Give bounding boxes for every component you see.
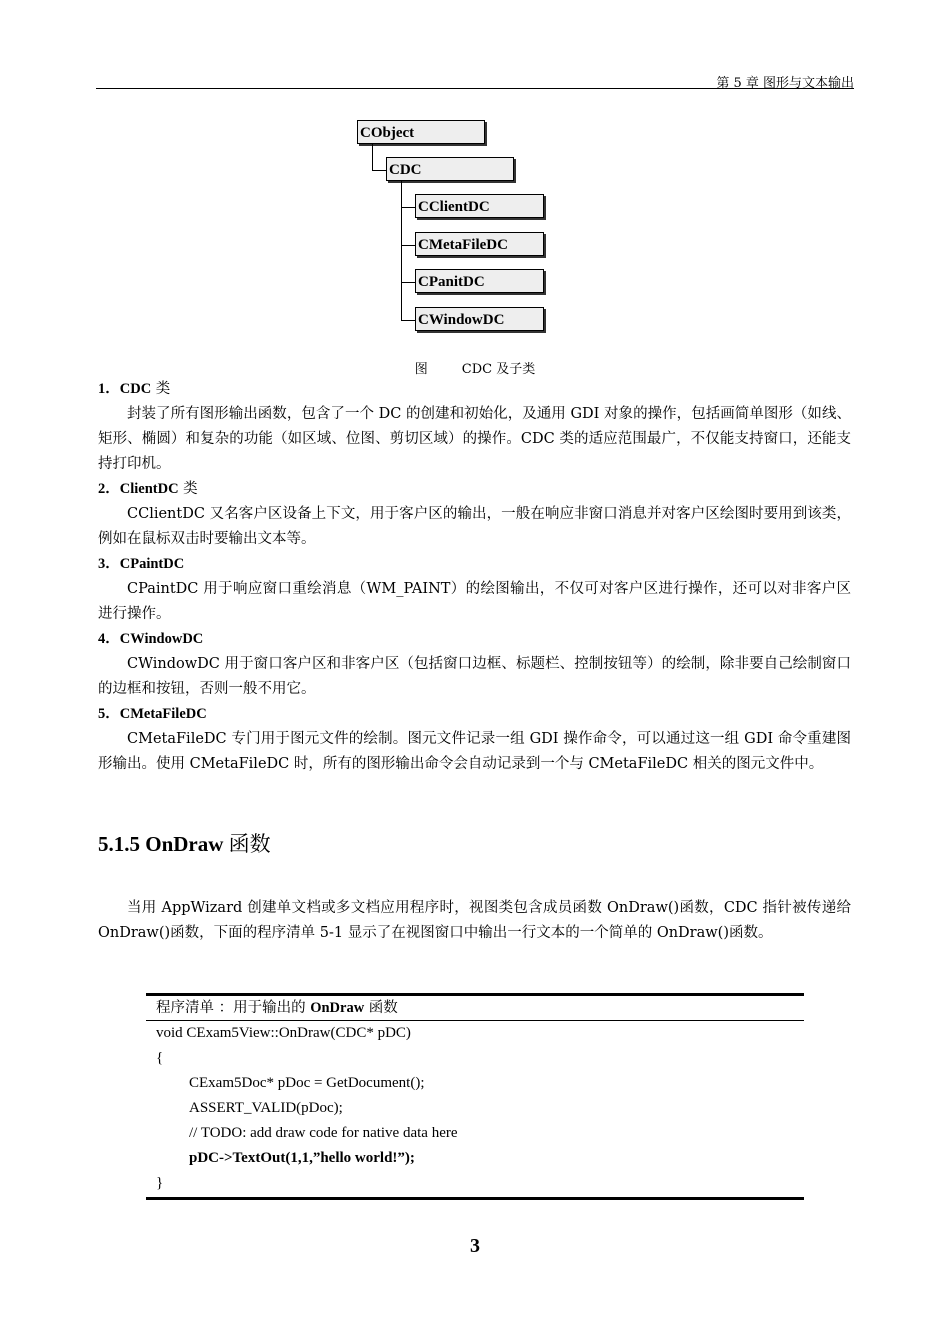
code-line: // TODO: add draw code for native data here bbox=[189, 1125, 458, 1141]
section-list bbox=[98, 377, 851, 777]
connector-line bbox=[401, 207, 415, 208]
connector-line bbox=[372, 170, 386, 171]
connector-line bbox=[401, 245, 415, 246]
class-hierarchy-diagram bbox=[0, 0, 950, 340]
section-body: CWindowDC 用于窗口客户区和非客户区（包括窗口边框、标题栏、控制按钮等）的绘制，除非要自己绘制窗口的边框和按钮，否则一般不用它。 bbox=[98, 656, 851, 697]
code-line: } bbox=[156, 1175, 164, 1191]
section-heading: 5.1.5 OnDraw 函数 bbox=[98, 832, 271, 856]
code-listing bbox=[146, 993, 804, 1200]
page-header: 第 5 章 图形与文本输出 bbox=[716, 76, 854, 91]
section-body: CPaintDC 用于响应窗口重绘消息（WM_PAINT）的绘图输出，不仅可对客户区进行操作，还可以对非客户区进行操作。 bbox=[98, 581, 851, 622]
connector-line bbox=[401, 282, 415, 283]
section-title: 1．CDC 类 bbox=[98, 381, 171, 397]
intro-paragraph: 当用 AppWizard 创建单文档或多文档应用程序时，视图类包含成员函数 OnDraw()函数，CDC 指针被传递给 OnDraw()函数，下面的程序清单 5-1 显示了在视图窗口中输出一行文本的一个简单的 OnDraw()函数。 bbox=[98, 900, 851, 941]
class-box-cmetafiledc: CMetaFileDC bbox=[415, 232, 544, 256]
page-number: 3 bbox=[470, 1235, 480, 1257]
listing-bottom-rule bbox=[146, 1197, 804, 1200]
section-body: 封装了所有图形输出函数，包含了一个 DC 的创建和初始化，及通用 GDI 对象的操作，包括画简单图形（如线、矩形、椭圆）和复杂的功能（如区域、位图、剪切区域）的操作。CDC 类的适应范围最广，不仅能支持窗口，还能支持打印机。 bbox=[98, 406, 851, 472]
code-line: { bbox=[156, 1050, 164, 1066]
section-title: 2．ClientDC 类 bbox=[98, 481, 198, 497]
class-box-cobject: CObject bbox=[357, 120, 485, 144]
class-box-cpaintdc: CPanitDC bbox=[415, 269, 544, 293]
listing-title: 程序清单 ：用于输出的 OnDraw 函数 bbox=[146, 996, 804, 1021]
connector-line bbox=[372, 144, 373, 170]
section-title: 3．CPaintDC bbox=[98, 556, 185, 572]
code-block bbox=[146, 1021, 804, 1196]
class-box-cdc: CDC bbox=[386, 157, 514, 181]
figure-caption bbox=[0, 358, 950, 377]
connector-line bbox=[401, 320, 415, 321]
figure-caption-text: CDC 及子类 bbox=[461, 362, 536, 377]
connector-line bbox=[401, 181, 402, 320]
section-title: 5．CMetaFileDC bbox=[98, 706, 207, 722]
class-box-cclientdc: CClientDC bbox=[415, 194, 544, 218]
code-line: pDC->TextOut(1,1,”hello world!”); bbox=[189, 1150, 415, 1166]
code-line: void CExam5View::OnDraw(CDC* pDC) bbox=[156, 1025, 411, 1041]
code-line: CExam5Doc* pDoc = GetDocument(); bbox=[189, 1075, 425, 1091]
section-body: CMetaFileDC 专门用于图元文件的绘制。图元文件记录一组 GDI 操作命令，可以通过这一组 GDI 命令重建图形输出。使用 CMetaFileDC 时，所有的图形输出命令会自动记录到一个与 CMetaFileDC 相关的图元文件中。 bbox=[98, 731, 851, 772]
class-box-cwindowdc: CWindowDC bbox=[415, 307, 544, 331]
section-title: 4．CWindowDC bbox=[98, 631, 204, 647]
section-body: CClientDC 又名客户区设备上下文，用于客户区的输出，一般在响应非窗口消息并对客户区绘图时要用到该类，例如在鼠标双击时要输出文本等。 bbox=[98, 506, 851, 547]
figure-label: 图 bbox=[414, 362, 428, 377]
code-line: ASSERT_VALID(pDoc); bbox=[189, 1100, 343, 1116]
